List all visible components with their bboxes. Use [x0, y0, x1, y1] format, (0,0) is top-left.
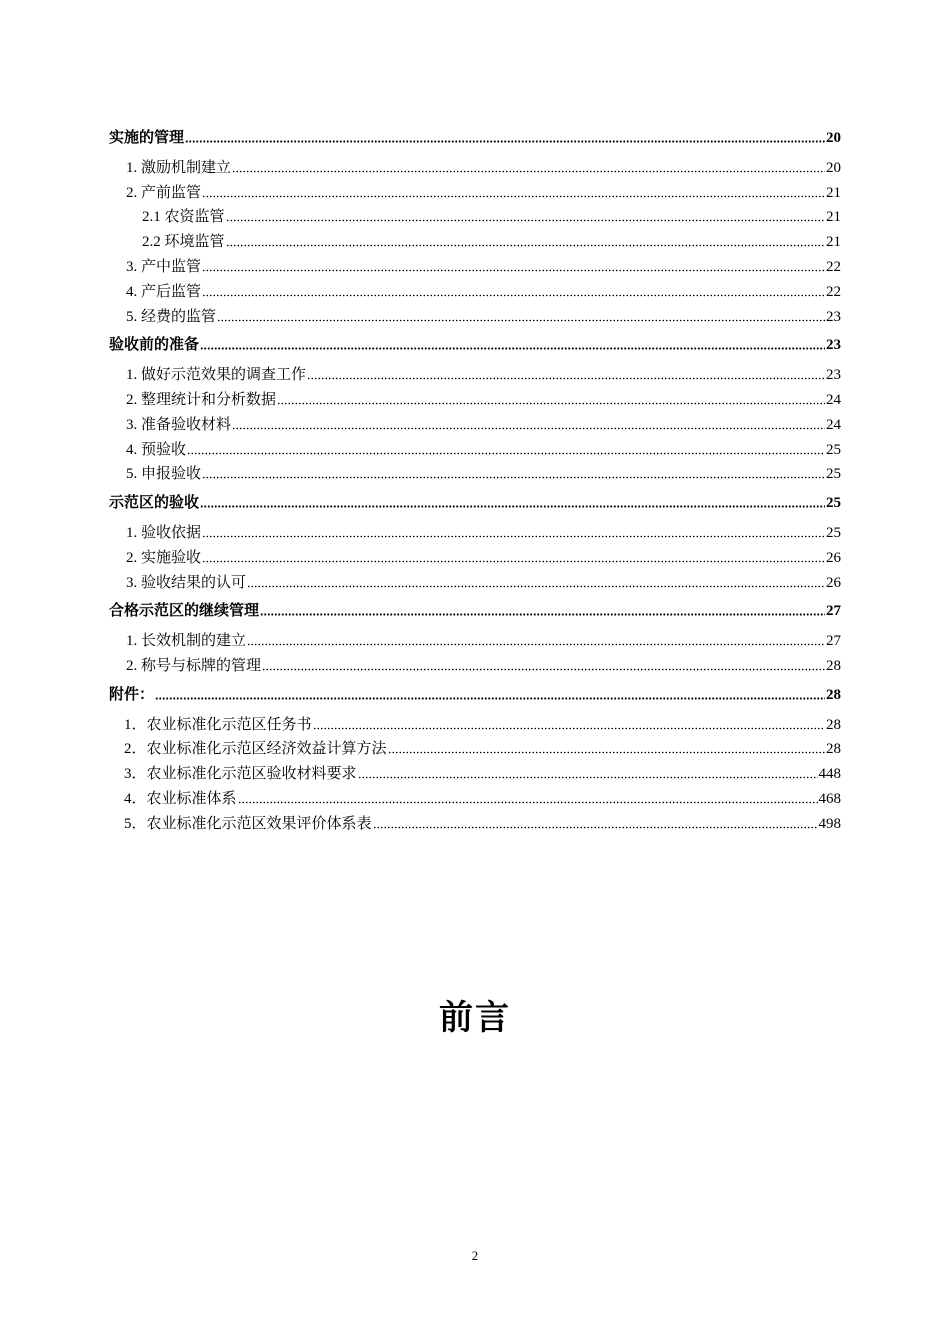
toc-title: 4. 产后监管 — [126, 283, 202, 300]
toc-page-number: 25 — [826, 441, 841, 458]
toc-page-number: 28 — [826, 686, 841, 703]
toc-page-number: 27 — [826, 633, 841, 650]
dot-leader — [202, 524, 825, 538]
toc-entry[interactable] — [109, 462, 841, 487]
toc-title: 5．农业标准化示范区效果评价体系表 — [124, 815, 372, 832]
toc-page-number: 22 — [826, 258, 841, 275]
toc-page-number: 23 — [826, 337, 841, 354]
toc-entry[interactable] — [109, 181, 841, 206]
toc-page-number: 23 — [826, 367, 841, 384]
dot-leader — [247, 574, 825, 588]
toc-page-number: 22 — [826, 283, 841, 300]
toc-page-number: 28 — [826, 657, 841, 674]
toc-title: 5. 经费的监管 — [126, 308, 217, 325]
dot-leader — [200, 494, 825, 508]
toc-page-number: 24 — [826, 416, 841, 433]
table-of-contents — [109, 126, 841, 837]
toc-page-number: 20 — [826, 159, 841, 176]
toc-page-number: 21 — [826, 184, 841, 201]
toc-page-number: 24 — [826, 391, 841, 408]
dot-leader — [232, 159, 825, 173]
toc-page-number: 25 — [826, 524, 841, 541]
dot-leader — [202, 283, 825, 297]
toc-entry[interactable] — [109, 363, 841, 388]
toc-entry[interactable] — [109, 438, 841, 463]
toc-attachment[interactable] — [109, 812, 841, 837]
toc-entry[interactable] — [109, 280, 841, 305]
toc-entry[interactable] — [109, 388, 841, 413]
page-number: 2 — [471, 1248, 479, 1263]
toc-page-number: 26 — [826, 549, 841, 566]
dot-leader — [202, 465, 825, 479]
toc-title: 2.1 农资监管 — [142, 209, 225, 226]
toc-page-number: 21 — [826, 234, 841, 251]
toc-title: 3. 验收结果的认可 — [126, 574, 247, 591]
toc-page-number: 20 — [826, 130, 841, 146]
toc-heading[interactable] — [109, 333, 841, 358]
dot-leader — [313, 716, 825, 730]
toc-page-number: 25 — [826, 495, 841, 512]
dot-leader — [202, 184, 825, 198]
dot-leader — [373, 815, 818, 829]
toc-title: 实施的管理 — [109, 130, 185, 146]
toc-entry[interactable] — [109, 255, 841, 280]
dot-leader — [277, 391, 825, 405]
dot-leader — [200, 336, 825, 350]
toc-entry[interactable] — [109, 654, 841, 679]
toc-heading[interactable] — [109, 126, 841, 151]
toc-page-number: 28 — [826, 741, 841, 758]
section-heading: 前言 — [439, 1000, 511, 1037]
toc-entry[interactable] — [109, 305, 841, 330]
dot-leader — [260, 602, 825, 616]
toc-title: 附件： — [109, 686, 155, 703]
dot-leader — [226, 208, 825, 222]
toc-page-number: 498 — [818, 815, 841, 832]
toc-title: 4. 预验收 — [126, 441, 187, 458]
dot-leader — [226, 233, 825, 247]
toc-title: 2. 产前监管 — [126, 184, 202, 201]
toc-title: 验收前的准备 — [109, 337, 200, 354]
toc-page-number: 448 — [818, 766, 841, 783]
toc-heading[interactable] — [109, 683, 841, 708]
toc-title: 3. 准备验收材料 — [126, 416, 232, 433]
toc-title: 1．农业标准化示范区任务书 — [124, 716, 312, 733]
dot-leader — [262, 657, 825, 671]
dot-leader — [232, 416, 825, 430]
dot-leader — [187, 441, 825, 455]
dot-leader — [247, 632, 825, 646]
dot-leader — [238, 790, 818, 804]
toc-page-number: 21 — [826, 209, 841, 226]
toc-page-number: 27 — [826, 603, 841, 620]
toc-entry[interactable] — [109, 546, 841, 571]
toc-title: 2. 实施验收 — [126, 549, 202, 566]
toc-entry[interactable] — [109, 521, 841, 546]
toc-heading[interactable] — [109, 491, 841, 516]
toc-page-number: 25 — [826, 466, 841, 483]
toc-page-number: 28 — [826, 716, 841, 733]
toc-title: 2. 整理统计和分析数据 — [126, 391, 277, 408]
toc-title: 4．农业标准体系 — [124, 790, 237, 807]
toc-entry[interactable] — [109, 571, 841, 596]
toc-attachment[interactable] — [109, 787, 841, 812]
toc-title: 1. 长效机制的建立 — [126, 633, 247, 650]
toc-title: 1. 激励机制建立 — [126, 159, 232, 176]
dot-leader — [217, 308, 825, 322]
toc-subentry[interactable] — [109, 205, 841, 230]
toc-title: 2．农业标准化示范区经济效益计算方法 — [124, 741, 387, 758]
toc-title: 5. 申报验收 — [126, 466, 202, 483]
toc-title: 2.2 环境监管 — [142, 234, 225, 251]
toc-page-number: 23 — [826, 308, 841, 325]
dot-leader — [307, 366, 825, 380]
toc-heading[interactable] — [109, 599, 841, 624]
dot-leader — [358, 765, 818, 779]
dot-leader — [185, 129, 825, 143]
toc-page-number: 26 — [826, 574, 841, 591]
dot-leader — [155, 686, 825, 700]
toc-entry[interactable] — [109, 413, 841, 438]
toc-attachment[interactable] — [109, 762, 841, 787]
toc-page-number: 468 — [818, 790, 841, 807]
toc-subentry[interactable] — [109, 230, 841, 255]
dot-leader — [388, 740, 825, 754]
toc-title: 合格示范区的继续管理 — [109, 603, 260, 620]
toc-entry[interactable] — [109, 629, 841, 654]
dot-leader — [202, 258, 825, 272]
toc-attachment[interactable] — [109, 713, 841, 738]
toc-title: 2. 称号与标牌的管理 — [126, 657, 262, 674]
toc-title: 1. 验收依据 — [126, 524, 202, 541]
toc-title: 1. 做好示范效果的调查工作 — [126, 367, 307, 384]
toc-entry[interactable] — [109, 156, 841, 181]
dot-leader — [202, 549, 825, 563]
toc-title: 3. 产中监管 — [126, 258, 202, 275]
toc-title: 示范区的验收 — [109, 495, 200, 512]
toc-title: 3．农业标准化示范区验收材料要求 — [124, 766, 357, 783]
toc-attachment[interactable] — [109, 737, 841, 762]
